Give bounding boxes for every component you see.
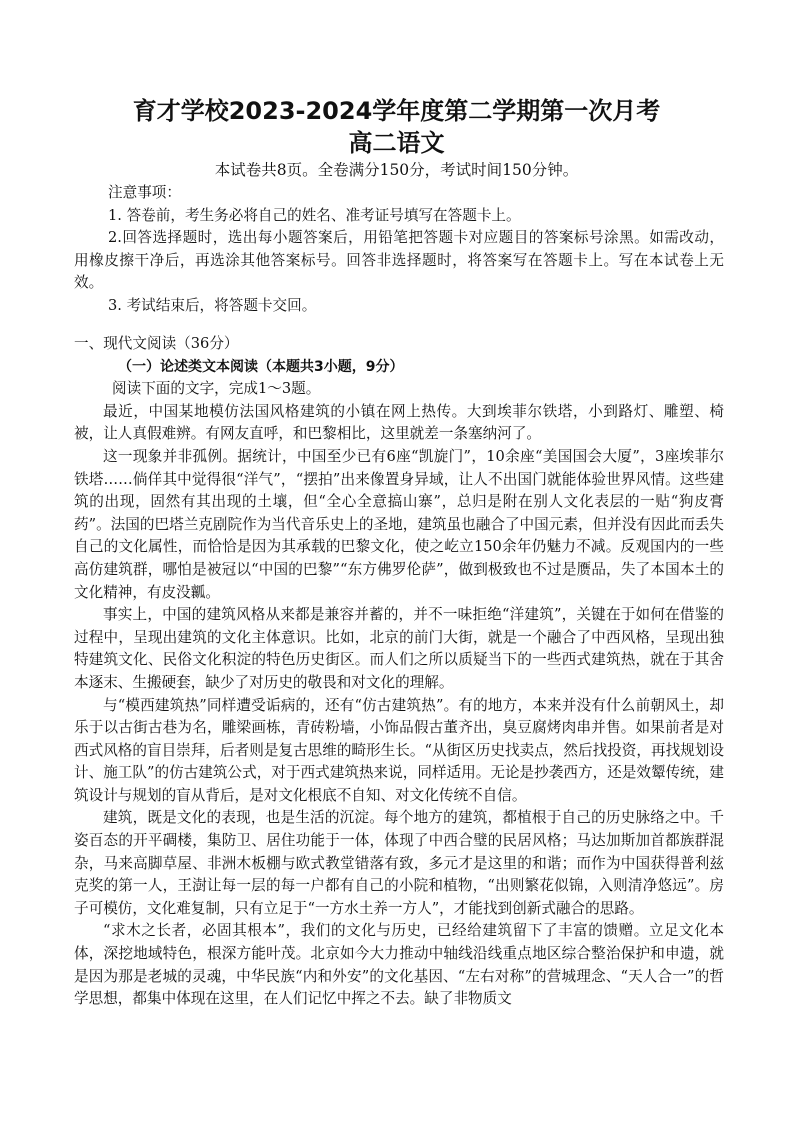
article-paragraph: 最近，中国某地模仿法国风格建筑的小镇在网上热传。大到埃菲尔铁塔，小到路灯、雕塑、椅被，让人真假难辨。有网友直呼，和巴黎相比，这里就差一条塞纳河了。 bbox=[74, 402, 724, 443]
notes-heading: 注意事项： bbox=[108, 184, 181, 201]
exam-subject: 高二语文 bbox=[348, 129, 445, 157]
note-item: 1. 答卷前，考生务必将自己的姓名、准考证号填写在答题卡上。 bbox=[108, 206, 521, 224]
exam-info: 本试卷共8页。全卷满分150分，考试时间150分钟。 bbox=[214, 161, 579, 179]
subsection-title: （一）论述类文本阅读（本题共3小题，9分） bbox=[118, 358, 404, 375]
article-paragraph: 建筑，既是文化的表现，也是生活的沉淀。每个地方的建筑，都植根于自己的历史脉络之中。千姿百态的开平碉楼，集防卫、居住功能于一体，体现了中西合璧的民居风格；马达加斯加首都族群混杂，马来高脚草屋、非洲木板棚与欧式教堂错落有致，多元才是这里的和谐；而作为中国获得普利兹克奖的第一人，王澍让每一层的每一户都有自己的小院和植物，“出则繁花似锦，入则清净悠远”。房子可模仿，文化难复制，只有立足于“一方水土养一方人”，才能找到创新式融合的思路。 bbox=[74, 809, 724, 917]
reading-instruction: 阅读下面的文字，完成1～3题。 bbox=[112, 380, 321, 398]
article-paragraph: 这一现象并非孤例。据统计，中国至少已有6座“凯旋门”，10余座“美国国会大厦”，3座埃菲尔铁塔……倘佯其中觉得很“洋气”，“摆拍”出来像置身异域，让人不出国门就能体验世界风情。这些建筑的出现，固然有其出现的土壤，但“全心全意搞山寨”，总归是附在别人文化表层的一贴“狗皮膏药”。法国的巴塔兰克剧院作为当代音乐史上的圣地，建筑虽也融合了中国元素，但并没有因此而丢失自己的文化属性，而恰恰是因为其承载的巴黎文化，使之屹立150余年仍魅力不减。反观国内的一些高仿建筑群，哪怕是被冠以“中国的巴黎”“东方佛罗伦萨”，做到极致也不过是赝品，失了本国本土的文化精神，有皮没瓤。 bbox=[74, 447, 724, 601]
article-paragraph: 事实上，中国的建筑风格从来都是兼容并蓄的，并不一味拒绝“洋建筑”，关键在于如何在借鉴的过程中，呈现出建筑的文化主体意识。比如，北京的前门大街，就是一个融合了中西风格，呈现出独特建筑文化、民俗文化积淀的特色历史街区。而人们之所以质疑当下的一些西式建筑热，就在于其舍本逐末、生搬硬套，缺少了对历史的敬畏和对文化的理解。 bbox=[74, 606, 724, 691]
exam-title: 育才学校2023-2024学年度第二学期第一次月考 bbox=[132, 97, 661, 125]
note-item: 2.回答选择题时，选出每小题答案后，用铅笔把答题卡对应题目的答案标号涂黑。如需改动， 用橡皮擦干净后，再选涂其他答案标号。回答非选择题时，将答案写在答题卡上。写在本试卷上无效。 bbox=[74, 229, 724, 292]
article-paragraph: 与“模西建筑热”同样遭受诟病的，还有“仿古建筑热”。有的地方，本来并没有什么前朝风土，却乐于以古街古巷为名，雕梁画栋，青砖粉墙，小饰品假古董齐出，臭豆腐烤肉串并售。如果前者是对西式风格的盲目崇拜，后者则是复古思维的畸形生长。“从街区历史找卖点，然后找投资，再找规划设计、施工队”的仿古建筑公式，对于西式建筑热来说，同样适用。无论是抄袭西方，还是效颦传统，建筑设计与规划的盲从背后，是对文化根底不自知、对文化传统不自信。 bbox=[74, 696, 724, 804]
article-paragraph: “求木之长者，必固其根本”，我们的文化与历史，已经给建筑留下了丰富的馈赠。立足文化本体，深挖地域特色，根深方能叶茂。北京如今大力推动中轴线沿线重点地区综合整治保护和申遗，就是因为那是老城的灵魂，中华民族“内和外安”的文化基因、“左右对称”的营城理念、“天人合一”的哲学思想，都集中体现在这里，在人们记忆中挥之不去。缺了非物质文 bbox=[74, 922, 724, 1008]
note-item: 3. 考试结束后，将答题卡交回。 bbox=[108, 296, 317, 314]
reading-section bbox=[74, 333, 724, 1011]
notes-block bbox=[74, 182, 724, 318]
section-title: 一、现代文阅读（36分） bbox=[74, 335, 239, 352]
